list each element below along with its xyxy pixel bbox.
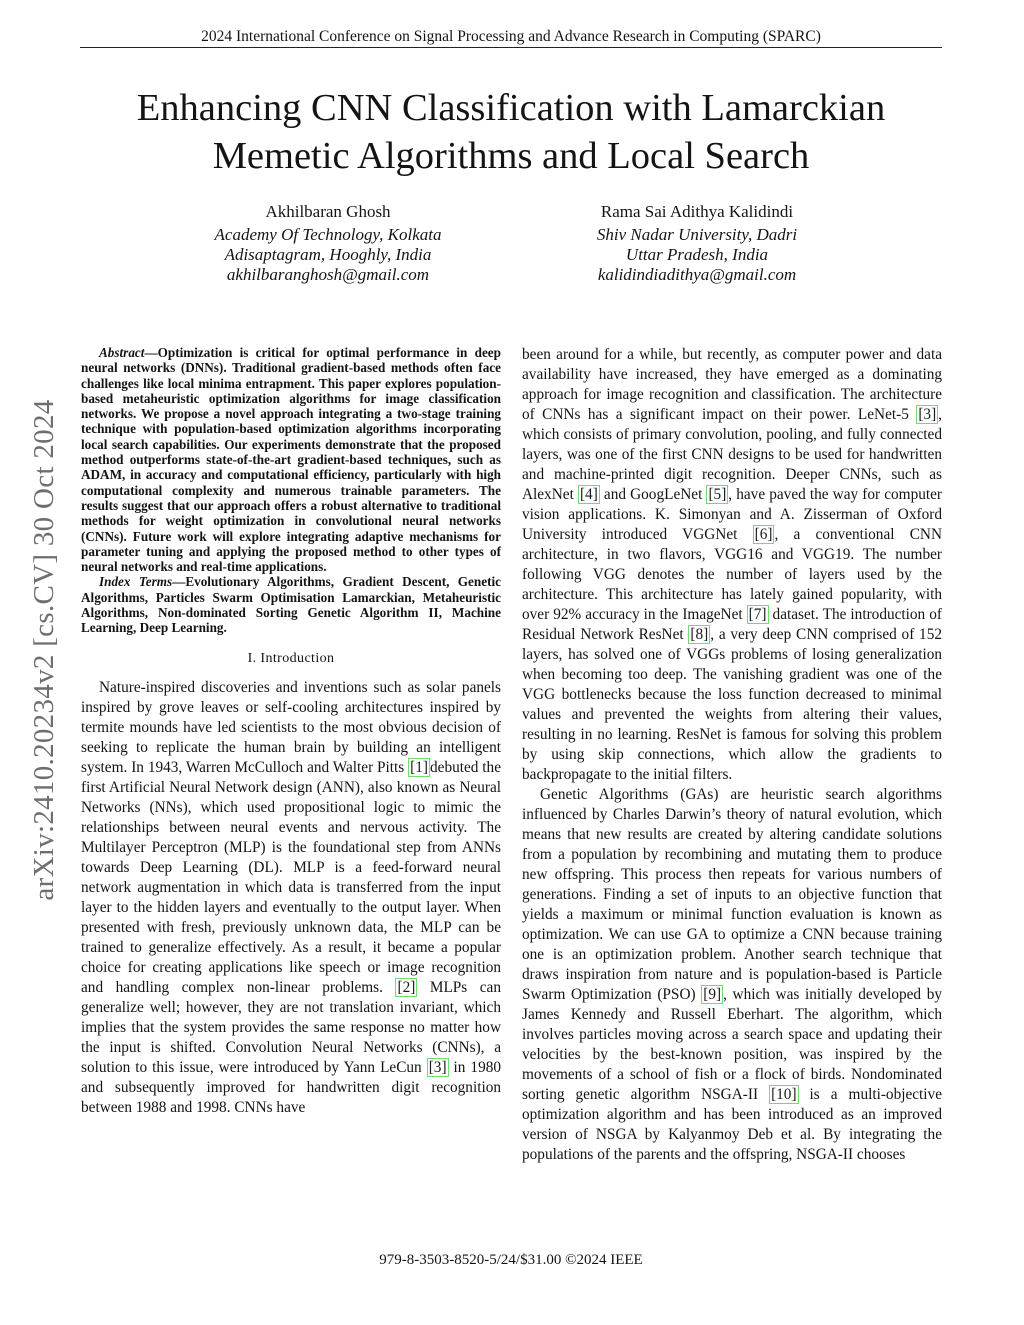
citation-link[interactable]: [5] [708,486,727,503]
citation-link[interactable]: [10] [771,1086,797,1103]
paragraph-text: , a very deep CNN comprised of 152 layers, has solved one of VGGs problems of losing generalization when becoming too deep. The vanishing gradient was one of the VGG bottlenecks because the loss function decreased to minimal values and prevented the weights from altering their values, resulting in no learning. ResNet is famous for solving this problem by using skip connections, which allow the gradients to backpropagate to the initial filters. [522,626,942,783]
author-location: Uttar Pradesh, India [625,245,769,264]
copyright-footer: 979-8-3503-8520-5/24/$31.00 ©2024 IEEE [379,1252,643,1268]
author-email[interactable]: akhilbaranghosh@gmail.com [226,265,430,284]
citation-link[interactable]: [1] [410,758,428,776]
intro-paragraph-2 [522,785,942,1165]
author-name: Akhilbaran Ghosh [265,202,391,221]
arxiv-identifier[interactable]: arXiv:2410.20234v2 [cs.CV] 30 Oct 2024 [28,399,60,901]
author-affiliation: Shiv Nadar University, Dadri [596,225,798,244]
paragraph-text: dataset. The introduction of Residual Network ResNet [522,606,942,643]
author-affiliation: Academy Of Technology, Kolkata [214,225,442,244]
index-terms-label: Index Terms [99,574,173,590]
author-block [537,202,857,285]
citation-link[interactable]: [8] [690,626,709,643]
citation-link[interactable]: [4] [579,486,598,503]
citation-link[interactable]: [9] [703,986,722,1003]
paragraph-text: and GoogLeNet [599,486,707,503]
conference-header: 2024 International Conference on Signal Processing and Advance Research in Computing (SPARC) [201,28,821,45]
paper-title: Enhancing CNN Classification with Lamarckian Memetic Algorithms and Local Search [136,87,886,177]
paragraph-text: MLPs can generalize well; however, they are not translation invariant, which implies that the system provides the same response no matter how the input is shifted. Convolution Neural Networks (CNNs), a solution to this issue, were introduced by Yann LeCun [81,978,501,1076]
section-heading-introduction: I. Introduction [247,650,335,666]
paragraph-text: debuted the first Artificial Neural Network design (ANN), also known as Neural Networks (NNs), which used propositional logic to mimic the relationships between neural events and nervous activity. The Multilayer Perceptron (MLP) is the foundational step from ANNs towards Deep Learning (DL). MLP is a feed-forward neural network augmentation in which data is transferred from the input layer to the hidden layers and eventually to the output layer. When presented with fresh, previously unknown data, the MLP can be trained to generalize effectively. As a result, it became a popular choice for creating applications like speech or image recognition and handling complex non-linear problems. [81,758,501,996]
author-block [168,202,488,285]
index-terms [81,574,501,635]
citation-link[interactable]: [3] [428,1058,447,1076]
header-rule [80,47,942,48]
citation-link[interactable]: [7] [748,606,767,623]
citation-link[interactable]: [6] [754,526,773,543]
abstract [81,345,501,574]
citation-link[interactable]: [3] [918,406,937,423]
paragraph-text: is a multi-objective optimization algorithm and has been introduced as an improved version of NSGA by Kalyanmoy Deb et al. By integrating the populations of the parents and the offspring, NSGA-II chooses [522,1086,942,1163]
left-column [81,345,501,1118]
paragraph-text: , which consists of primary convolution, pooling, and fully connected layers, was one of the first CNN designs to be used for handwritten and machine-printed digit recognition. Deeper CNNs, such as AlexNet [522,406,942,503]
intro-paragraph-1-continued [522,345,942,785]
paragraph-text: been around for a while, but recently, as computer power and data availability have increased, they have emerged as a dominating approach for image recognition and classification. The architecture of CNNs has a significant impact on their power. LeNet-5 [522,346,942,423]
paragraph-text: , a conventional CNN architecture, in two flavors, VGG16 and VGG19. The number following VGG denotes the number of layers used by the architecture. This architecture has lately gained popularity, with over 92% accuracy in the ImageNet [522,526,942,623]
intro-paragraph-1 [81,678,501,1118]
paragraph-text: , which was initially developed by James Kennedy and Russell Eberhart. The algorithm, which involves particles moving across a search space and updating their velocities by the best-known position, was inspired by the movements of a school of fish or a flock of birds. Nondominated sorting genetic algorithm NSGA-II [522,986,942,1103]
index-terms-text: —Evolutionary Algorithms, Gradient Descent, Genetic Algorithms, Particles Swarm Optimisation Lamarckian, Metaheuristic Algorithms, Non-dominated Sorting Genetic Algorithm II, Machine Learning, Deep Learning. [81,574,501,636]
author-name: Rama Sai Adithya Kalidindi [600,202,794,221]
paragraph-text: Nature-inspired discoveries and inventions such as solar panels inspired by grove leaves or self-cooling architectures inspired by termite mounds have led scientists to the most obvious decision of seeking to replicate the human brain by building an intelligent system. In 1943, Warren McCulloch and Walter Pitts [81,678,501,776]
paragraph-text: Genetic Algorithms (GAs) are heuristic search algorithms influenced by Charles Darwin’s theory of natural evolution, which means that new results are created by altering candidate solutions from a population by recombining and mutating them to produce new offspring. This process then repeats for various numbers of generations. Finding a set of inputs to an objective function that yields a maximum or minimal function evaluation is known as optimization. We can use GA to optimize a CNN because training one is an optimization problem. Another search technique that draws inspiration from nature and is population-based is Particle Swarm Optimization (PSO) [522,786,942,1003]
abstract-label: Abstract [99,345,145,360]
paragraph-text: in 1980 and subsequently improved for handwritten digit recognition between 1988 and 1998. CNNs have [81,1058,502,1116]
paragraph-text: , have paved the way for computer vision applications. K. Simonyan and A. Zisserman of Oxford University introduced VGGNet [522,486,942,543]
right-column [522,345,942,1165]
citation-link[interactable]: [2] [397,978,416,996]
author-email[interactable]: kalidindiadithya@gmail.com [597,265,797,284]
author-location: Adisaptagram, Hooghly, India [224,245,432,264]
abstract-text: —Optimization is critical for optimal performance in deep neural networks (DNNs). Traditional gradient-based methods often face challenges like local minima entrapment. This paper explores population-based metaheuristic optimization algorithms for image classification networks. We propose a novel approach integrating a two-stage training technique with population-based optimization algorithms incorporating local search capabilities. Our experiments demonstrate that the proposed method outperforms state-of-the-art gradient-based techniques, such as ADAM, in accuracy and computational efficiency, particularly with high computational complexity and numerous trainable parameters. The results suggest that our approach offers a robust alternative to traditional methods for weight optimization in convolutional neural networks (CNNs). Future work will explore integrating adaptive mechanisms for parameter tuning and applying the proposed method to other types of neural networks and real-time applications. [81,345,501,575]
